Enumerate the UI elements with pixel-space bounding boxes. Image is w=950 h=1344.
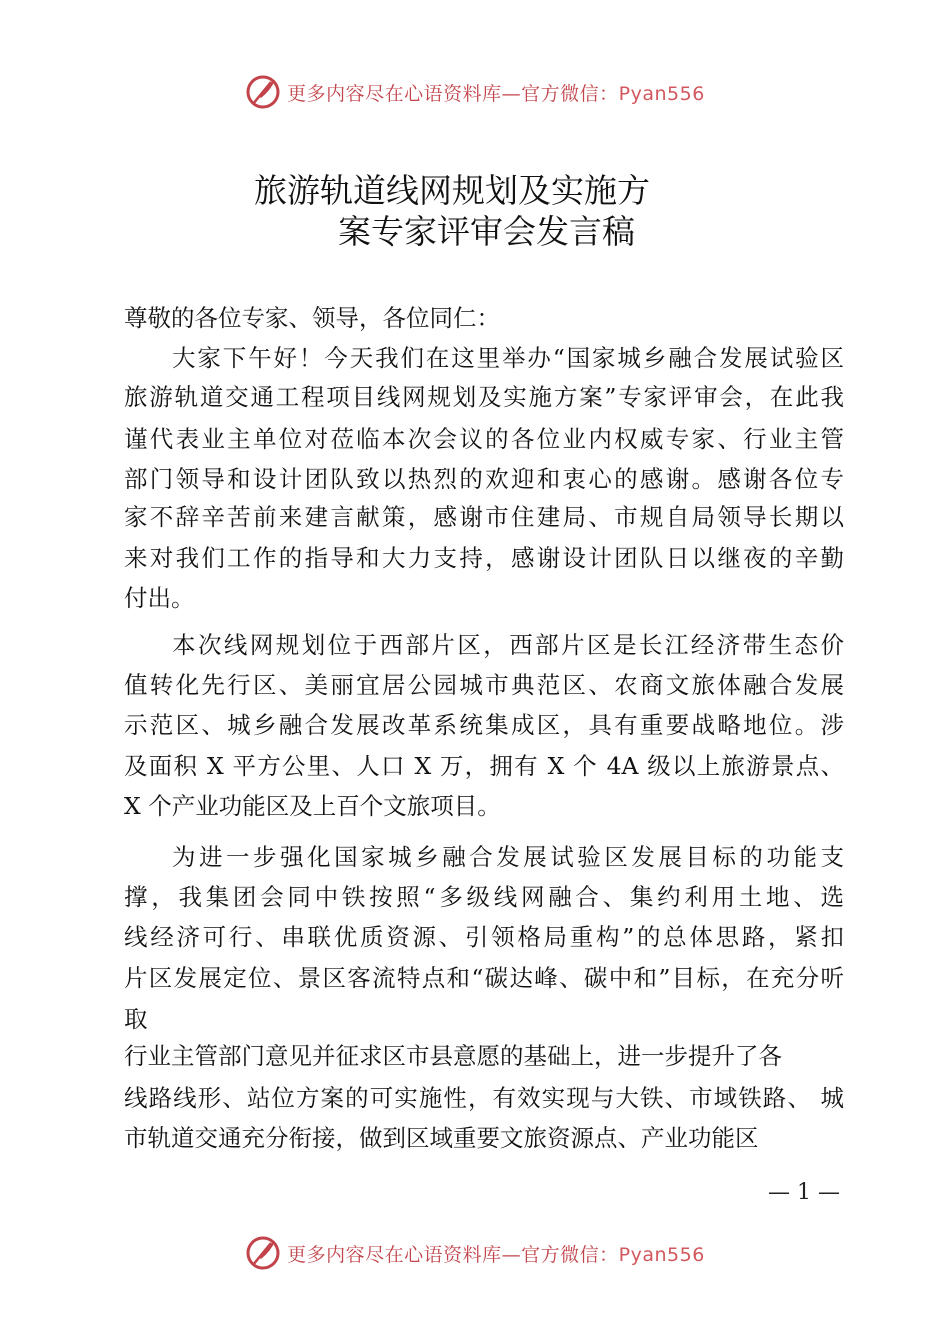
- paragraph-line: 大家下午好！今天我们在这里举办“国家城乡融合发展试验区: [172, 344, 844, 372]
- paragraph-line: 部门领导和设计团队致以热烈的欢迎和衷心的感谢。感谢各位专: [124, 465, 844, 493]
- feather-logo-icon: [245, 1235, 281, 1271]
- header-watermark-banner: [0, 72, 950, 112]
- banner-text: 更多内容尽在心语资料库—官方微信：Pyan556: [287, 1243, 705, 1266]
- paragraph-line: 示范区、城乡融合发展改革系统集成区，具有重要战略地位。涉: [124, 711, 844, 739]
- page-number: — 1 —: [768, 1180, 840, 1205]
- paragraph-line: 为进一步强化国家城乡融合发展试验区发展目标的功能支: [172, 843, 844, 871]
- title-line-2: 案专家评审会发言稿: [338, 212, 635, 251]
- paragraph-line: X 个产业功能区及上百个文旅项目。: [124, 792, 501, 820]
- paragraph-line: 旅游轨道交通工程项目线网规划及实施方案”专家评审会，在此我: [124, 383, 844, 411]
- paragraph-line: 线路线形、站位方案的可实施性，有效实现与大铁、市域铁路、 城: [124, 1084, 844, 1112]
- paragraph-line: 及面积 X 平方公里、人口 X 万，拥有 X 个 4A 级以上旅游景点、: [124, 752, 844, 780]
- wechat-id: Pyan556: [618, 1243, 705, 1266]
- paragraph-line: 谨代表业主单位对莅临本次会议的各位业内权威专家、行业主管: [124, 425, 844, 453]
- paragraph-line: 行业主管部门意见并征求区市县意愿的基础上，进一步提升了各: [124, 1042, 782, 1070]
- paragraph-line: 付出。: [124, 584, 195, 612]
- wechat-id: Pyan556: [618, 82, 705, 105]
- paragraph-line: 来对我们工作的指导和大力支持，感谢设计团队日以继夜的辛勤: [124, 544, 844, 572]
- banner-text: 更多内容尽在心语资料库—官方微信：Pyan556: [287, 82, 705, 105]
- paragraph-line: 本次线网规划位于西部片区，西部片区是长江经济带生态价: [172, 631, 844, 659]
- paragraph-line: 片区发展定位、景区客流特点和“碳达峰、碳中和”目标，在充分听: [124, 964, 844, 992]
- title-line-1: 旅游轨道线网规划及实施方: [254, 171, 650, 210]
- feather-logo-icon: [245, 74, 281, 110]
- salutation: 尊敬的各位专家、领导，各位同仁：: [124, 304, 500, 332]
- paragraph-line: 撑，我集团会同中铁按照“多级线网融合、集约利用土地、选: [124, 883, 844, 911]
- paragraph-line: 线经济可行、串联优质资源、引领格局重构”的总体思路，紧扣: [124, 923, 844, 951]
- paragraph-line: 值转化先行区、美丽宜居公园城市典范区、农商文旅体融合发展: [124, 671, 844, 699]
- footer-watermark-banner: [0, 1233, 950, 1273]
- paragraph-line: 市轨道交通充分衔接，做到区域重要文旅资源点、产业功能区: [124, 1124, 759, 1152]
- paragraph-line: 取: [124, 1005, 148, 1033]
- paragraph-line: 家不辞辛苦前来建言献策，感谢市住建局、市规自局领导长期以: [124, 503, 844, 531]
